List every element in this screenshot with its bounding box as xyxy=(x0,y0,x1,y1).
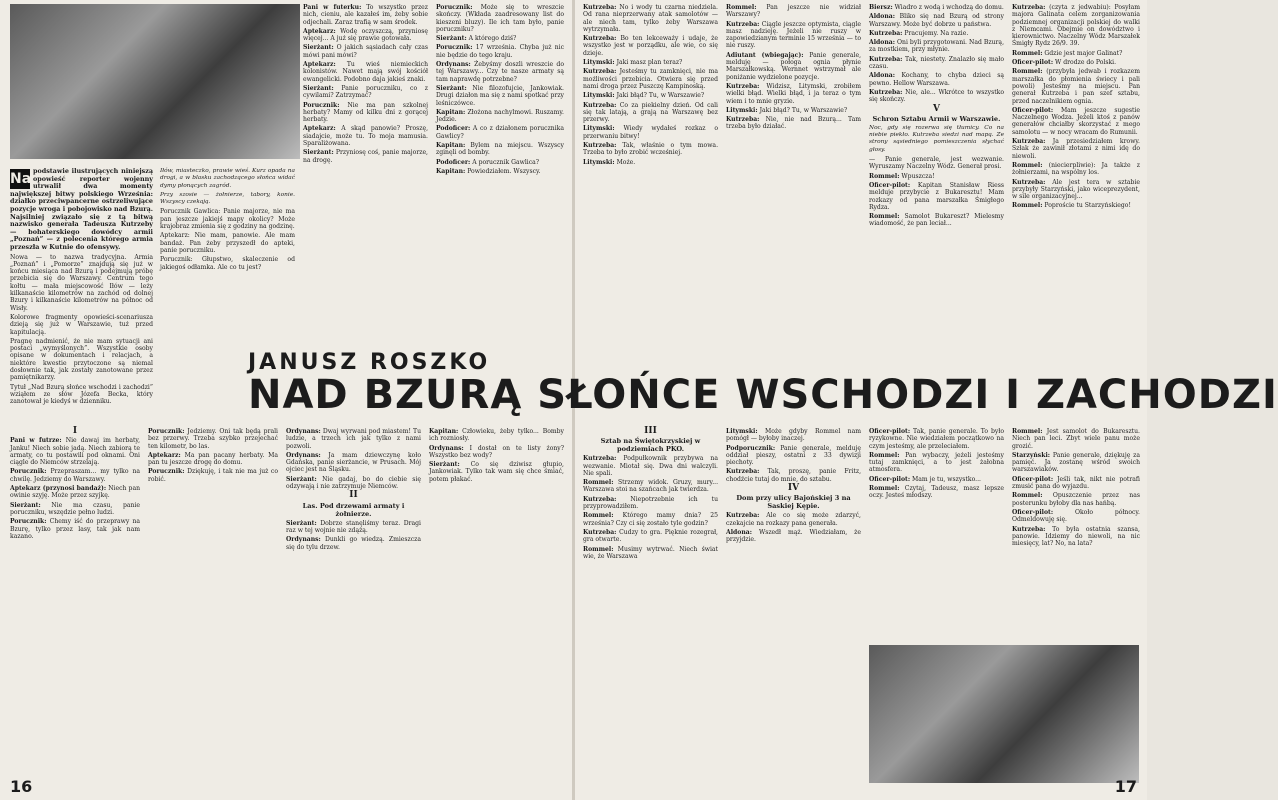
speaker: Rommel: xyxy=(583,512,614,520)
speaker: Rommel: xyxy=(1012,161,1043,169)
drop-cap: Na xyxy=(10,171,32,187)
speaker: Kutrzeba: xyxy=(726,116,760,124)
dialogue: I dostał on te listy żony? Wszystko bez wody? xyxy=(429,444,564,459)
dialogue: Tak, panie generale. To było ryzykowne. Nie wiedziałem początkowo na czym jesteśmy, ale przeleciałem. xyxy=(869,428,1004,450)
dialogue: Którego mamy dnia? 25 września? Czy ci się zostało tyle godzin? xyxy=(583,512,719,527)
speaker: Rommel: xyxy=(1012,492,1043,500)
speaker: Kutrzeba: xyxy=(726,20,760,28)
dialogue: Panie poruczniku, co z cywilami? Zatrzymać? xyxy=(303,84,428,100)
speaker: Aldona: xyxy=(869,13,895,21)
speaker: Litymski: xyxy=(583,59,615,67)
dialogue: Jesteśmy tu zamknięci, nie ma możliwości przebicia. Otwiera się przed nami droga przez Puszczę Kampinoską. xyxy=(583,68,719,90)
dialogue: Mam je tu, wszystko... xyxy=(912,475,981,483)
dialogue: Wodę oczyszczą, przyniosę więcej... A już się prawie gotowała. xyxy=(303,27,428,43)
dialogue: Panie generale, melduję — połoga ognia płynie Marszałkowską. Wernnet wstrzymał ale poniżanie wydzielone pozycje. xyxy=(726,51,862,81)
speaker: Aldona: xyxy=(869,39,895,47)
dialogue: Dziękuję, i tak nie ma już co robić. xyxy=(148,468,279,483)
scene-heading: Schron Sztabu Armii w Warszawie. xyxy=(872,114,1001,123)
bottom-right-column-2 xyxy=(726,428,861,773)
speaker: Kutrzeba: xyxy=(583,4,617,11)
speaker: Aptekarz: xyxy=(303,125,336,133)
speaker: Sierżant: xyxy=(303,84,334,92)
speaker: Aptekarz (przynosi bandaż): xyxy=(10,485,107,493)
speaker: Pani w futrze: xyxy=(10,437,62,445)
speaker: Rommel: xyxy=(869,172,900,180)
speaker: Kutrzeba: xyxy=(583,142,617,150)
dialogue: Nie, ale... Wkrótce to wszystko się skończy. xyxy=(869,88,1005,104)
intro-text: podstawie ilustrujących niniejszą opowieść reporter wojenny utrwalił dwa momenty największej bitwy polskiego Września: działko przeciwpancerne ostrzeliwujące pozycje wroga i pobojowisko nad Bzurą. Najsilniej związało się z tą bitwą nazwisko generała Tadeusza Kutrzeby — bohaterskiego dowódcy armii „Poznań” — z polecenia którego armia przeszła w Kutnie do ofensywy. xyxy=(10,167,153,251)
dialogue: 17 września. Chyba już nic nie będzie do tego kraju. xyxy=(436,44,564,59)
scene-heading: Las. Pod drzewami armaty i żołnierze. xyxy=(302,501,405,518)
speaker: Podoficer: xyxy=(436,125,471,133)
column-right-1 xyxy=(583,4,718,346)
speaker: Kutrzeba: xyxy=(1012,138,1046,146)
bottom-right-column-1 xyxy=(583,428,718,773)
dialogue: Niech pan owinie szyję. Może przez szyjkę. xyxy=(10,485,140,500)
dialogue: Ja mam dziewczynę koło Gdańska, panie sierżancie, w Prusach. Mój ojciec jest na Śląsku. xyxy=(286,451,421,474)
dialogue: Gdzie jest major Galinat? xyxy=(1044,49,1123,57)
bottom-left-column-1 xyxy=(10,428,140,773)
dialogue: Panie generale, melduję oddział pieszy, ostatni z 33 dywizji piechoty. xyxy=(726,444,862,467)
paragraph: Porucznik: Głupstwo, skaleczenie od jakiegoś odłamka. Ale co tu jest? xyxy=(160,256,295,271)
stage-direction: Iłów, miasteczko, prawie wieś. Kurz opada na drogi, a w blasku zachodzącego słońca widać dymy płonących zagród. xyxy=(160,168,295,189)
dialogue: A co z działonem porucznika Gawlicy? xyxy=(436,125,564,140)
speaker: Sierżant: xyxy=(436,84,467,92)
stage-direction: Noc, gdy się rozerwa się tłumicy. Co na niebie piekło. Kutrzeba siedzi nad mapą. Ze strony sąsiedniego pomieszczenia słychać głosy. xyxy=(869,124,1004,153)
dialogue: To wszystko przez nich, cieniu, ale kazałeś im, żeby sobie odjechali. Zaraz trafią w sam środek. xyxy=(303,4,428,26)
paragraph: — Panie generale, jest wezwanie. Wyruszamy Naczelny Wódz. Generał prosi. xyxy=(869,156,1004,171)
dialogue: Wiedy wydałeś rozkaz o przerwaniu bitwy! xyxy=(583,125,719,140)
dialogue: Jaki błąd? Tu, w Warszawie? xyxy=(616,92,705,100)
scene-heading: Sztab na Świętokrzyskiej w podziemiach PKO. xyxy=(600,437,701,454)
page-number-left: 16 xyxy=(10,777,33,796)
intro-column xyxy=(10,167,153,406)
dialogue: Ale co się może zdarzyć, czekajcie na rozkazy pana generała. xyxy=(726,512,861,527)
scene-heading: Dom przy ulicy Bajońskiej 3 na Saskiej Kępie. xyxy=(736,494,851,511)
speaker: Ordynans: xyxy=(429,444,464,452)
dialogue: Oni byli przygotowani. Nad Bzurą, za mostkiem, przy młynie. xyxy=(869,39,1005,54)
speaker: Pani w futerku: xyxy=(303,4,362,11)
dialogue: W drodze do Polski. xyxy=(1055,59,1117,67)
bottom-left-column-3 xyxy=(286,428,421,773)
speaker: Kapitan: xyxy=(436,167,466,175)
dialogue: Może gdyby Rommel nam pomógł — byłoby inaczej. xyxy=(726,428,861,443)
speaker: Litymski: xyxy=(583,158,615,166)
speaker: Aldona: xyxy=(869,72,895,80)
speaker: Oficer-pilot: xyxy=(869,428,911,435)
speaker: Kutrzeba: xyxy=(1012,4,1046,11)
speaker: Porucznik: xyxy=(148,468,185,476)
dialogue: Tu wieś niemieckich kolonistów. Nawet mają swój kościół ewangelicki. Podobno daja jakieś znaki. xyxy=(303,61,429,83)
dialogue: Ja przesiedziałem krowy. Szłak że zawinił złotami z nimi idę do niewoli. xyxy=(1012,138,1140,160)
section-number: V xyxy=(933,103,940,114)
dialogue: O jakich sąsiadach cały czas mówi pani mówi? xyxy=(303,44,428,59)
section-number: II xyxy=(349,490,358,501)
speaker: Kutrzeba: xyxy=(583,101,617,109)
dialogue: Kochany, to chyba dzieci są pewno. Hellow Warszawa. xyxy=(869,72,1004,87)
dialogue: Czytaj, Tadeusz, masz lepsze oczy. Jesteś młodszy. xyxy=(869,485,1004,500)
speaker: Kutrzeba: xyxy=(583,68,617,76)
dialogue: Może. xyxy=(616,158,636,166)
dialogue: Mam jeszcze sugestie Naczelnego Wodza. Jeżeli ktoś z panów generałów chciałby skorzystać z mego samolotu — w nocy wracam do Rumunii. xyxy=(1012,106,1141,136)
dialogue: (czyta z jedwabiu): Posyłam majora Galinata celem zorganizowania podziemnej organizacji polskiej do walki z Niemcami. Obejmie on dowództwo i kierownictwo. Naczelny Wódz Marszałek Śmigły Rydz 26/9. 39. xyxy=(1012,4,1140,48)
column-right-2 xyxy=(726,4,861,346)
speaker: Oficer-pilot: xyxy=(869,475,911,483)
page-number-right: 17 xyxy=(1114,777,1137,796)
speaker: Ordynans: xyxy=(286,536,321,544)
speaker: Porucznik: xyxy=(10,518,47,526)
speaker: Kutrzeba: xyxy=(583,495,617,503)
dialogue: (przybyła jedwab i rozkazem marszałka do płomienia świecy i pali powoli) Jesteśmy na miejscu. Pan generał Kutrzeba i pan szef sztabu, przed naczelnikiem ognia. xyxy=(1012,68,1140,105)
dialogue: Nie, nie nad Bzurą... Tam trzeba było działać. xyxy=(726,116,862,131)
section-number: IV xyxy=(787,483,800,494)
speaker: Litymski: xyxy=(726,106,758,114)
dialogue: Podpułkownik przybywa na wezwanie. Miotał się. Dwa dni walczyli. Nie spali. xyxy=(583,455,718,477)
speaker: Kutrzeba: xyxy=(869,88,903,96)
dialogue: Dunkli go wiedzą. Zmieszcza się do tylu drzew. xyxy=(286,536,421,551)
speaker: Rommel: xyxy=(869,485,900,493)
dialogue: A skąd panowie? Proszę, siadajcie, może tu. To moja mamusia. Sparaliżowana. xyxy=(303,125,429,148)
dialogue: Chemy iść do przeprawy na Bzurę, tylko przez lasy, tak jak nam kazano. xyxy=(10,518,141,540)
dialogue: Nie ma czasu, panie poruczniku, wszędzie pełno ludzi. xyxy=(10,501,141,516)
paragraph: Nowa — to nazwa tradycyjna. Armia „Poznań” i „Pomorze” znajdują się już w końcu miesiąca nad Bzurą i podejmują próbę przebicia się do Warszawy. Centrum tego kołtu — mała miejscowość Iłów — leży kilkanaście kilometrów na zachód od dolnej Bzury i kilkanaście kilometrów na północ od Wisły. xyxy=(10,253,153,312)
speaker: Sierżant: xyxy=(303,44,334,52)
speaker: Sierżant: xyxy=(286,475,317,483)
speaker: Rommel: xyxy=(583,479,614,487)
dialogue: Ciągle jeszcze optymista, ciągle masz nadzieję. Jeżeli nie ruszy w zapowiedzianym terminie 15 września — to nie ruszy. xyxy=(726,20,861,50)
speaker: Kutrzeba: xyxy=(726,82,760,90)
dialogue: Samolot Bukareszt? Mielesmy wiadomość, że pan leciał... xyxy=(869,213,1005,228)
dialogue: Jeśli tak, nikt nie potrafi zmusić pana do wyjazdu. xyxy=(1012,475,1140,491)
speaker: Oficer-pilot: xyxy=(1012,106,1054,114)
author-name: JANUSZ ROSZKO xyxy=(248,350,491,375)
speaker: Biersz: xyxy=(869,4,893,11)
speaker: Kutrzeba: xyxy=(1012,525,1046,533)
speaker: Kapitan: xyxy=(436,142,466,150)
paragraph: Porucznik Gawlica: Panie majorze, nie ma pan jeszcze jakiejś mapy okolicy? Może krajobraz zmienia się z godziny na godzinę. xyxy=(160,208,295,231)
speaker: Ordynans: xyxy=(286,451,321,459)
dialogue: Przyniosę coś, panie majorze, na drogę. xyxy=(303,149,428,164)
speaker: Ordynans: xyxy=(436,61,471,69)
dialogue: Złożona nachylmowi. Ruszamy. Jedzie. xyxy=(436,108,564,124)
dialogue: Dwaj wyrwani pod miastem! Tu ludzie, a trzech ich jak tylko z nami pozwoli. xyxy=(286,428,421,450)
speaker: Podoficer: xyxy=(436,158,471,166)
paragraph: Pragnę nadmienić, że nie mam sytuacji ani postaci „wymyślonych”. Wszystkie osoby opisane w dokumentach i relacjach, a niektóre kwestie przytoczone są niemal dosłownie tak, jak zostały zanotowane przez pamiętnikarzy. xyxy=(10,337,153,382)
speaker: Sierżant: xyxy=(286,519,317,527)
speaker: Litymski: xyxy=(583,92,615,100)
speaker: Kutrzeba: xyxy=(726,512,760,520)
dialogue: (niecierpliwie): Ja także z żołnierzami, na wspólny los. xyxy=(1012,161,1140,177)
speaker: Litymski: xyxy=(726,428,758,435)
dialogue: Niepotrzebnie ich tu przyprowadziłem. xyxy=(583,495,718,511)
dialogue: Powiedziałem. Wszyscy. xyxy=(467,167,541,175)
dialogue: Widzisz, Litymski, zrobiłem wielki błąd. Wielki błąd, i ja teraz o tym wiem i to mnie gryzie. xyxy=(726,82,861,105)
speaker: Porucznik: xyxy=(436,44,473,52)
article-title-band xyxy=(30,350,1278,422)
paragraph: Tytuł „Nad Bzurą słońce wschodzi i zachodzi” wziąłem ze słów Józefa Becka, który zanotował je kiedyś w dzienniku. xyxy=(10,383,153,406)
dialogue: Dobrze stanęliśmy teraz. Dragi raz w tej wojnie nie zdążą. xyxy=(286,519,422,534)
dialogue: Musimy wytrwać. Niech świat wie, że Warszawa xyxy=(583,545,718,560)
speaker: Porucznik: xyxy=(303,101,340,109)
speaker: Kutrzeba: xyxy=(869,29,903,37)
dialogue: Nie dawaj im herbaty, Janku! Niech sobie jadą. Niech zabiorą te armaty, co tu postawili pod oknami. Oni ciągle do Niemców strzelają. xyxy=(10,437,141,467)
speaker: Sierżant: xyxy=(303,149,334,157)
dialogue: Cudzy to gra. Pięknie rozegrał, gra otwarte. xyxy=(583,528,718,544)
dialogue: A którego dziś? xyxy=(468,35,517,43)
dialogue: Tak, właśnie o tym mowa. Trzeba to było zrobić wcześniej. xyxy=(583,142,719,157)
speaker: Rommel: xyxy=(726,4,757,11)
dialogue: Nie filozofujcie, Jankowiak. Drugi działon ma się z nami spotkać przy leśniczówce. xyxy=(436,84,564,107)
stage-direction: Przy szosie — żołnierze, tabory, konie. Wszyscy czekają. xyxy=(160,191,295,206)
speaker: Aptekarz: xyxy=(303,27,336,35)
column-left-3 xyxy=(303,4,428,346)
dialogue: Pan jeszcze nie widział Warszawy? xyxy=(726,4,862,19)
dialogue: Poproście tu Starzyńskiego! xyxy=(1044,202,1131,210)
dialogue: Nie ma pan szkolnej herbaty? Mamy od kilku dni z gorącej herbaty. xyxy=(303,101,429,124)
speaker: Rommel: xyxy=(1012,68,1043,76)
column-left-4 xyxy=(436,4,564,346)
dialogue: To była ostatnia szansa, panowie. Idziemy do niewoli, na nic miesięcy, lat? No, na lata? xyxy=(1012,525,1140,548)
speaker: Rommel: xyxy=(869,213,900,221)
dialogue: Tak, niestety. Znalazło się mało czasu. xyxy=(869,55,1005,71)
speaker: Rommel: xyxy=(583,545,614,553)
column-right-4 xyxy=(1012,4,1140,346)
paragraph: Kolorowe fragmenty opowieści-scenariusza dzieją się już w Warszawie, tuż przed kapitulacją. xyxy=(10,313,153,336)
speaker: Rommel: xyxy=(1012,428,1043,435)
dialogue: Jedziemy. Oni tak będą prali bez przerwy. Trzeba szybko przejechać ten kilometr, bo las. xyxy=(148,428,279,450)
speaker: Rommel: xyxy=(1012,49,1043,57)
speaker: Oficer-pilot: xyxy=(869,181,911,189)
dialogue: Pracujemy. Na razie. xyxy=(904,29,969,37)
speaker: Kutrzeba: xyxy=(583,528,617,536)
dialogue: Bliko się nad Bzurą od strony Warszawy. Może być dobrze u państwa. xyxy=(869,13,1005,28)
speaker: Aptekarz: xyxy=(148,451,181,459)
dialogue: Bo ten lekceważy i udaje, że wszystko jest w porządku, ale wie, co się dzieje. xyxy=(583,35,719,57)
speaker: Porucznik: xyxy=(148,428,185,435)
speaker: Porucznik: xyxy=(436,4,473,11)
speaker: Oficer-pilot: xyxy=(1012,508,1054,516)
dialogue: Panie generale, dziękuję za pamięć. Ja zostanę wśród swoich warszawiaków. xyxy=(1012,451,1141,474)
speaker: Aptekarz: xyxy=(303,61,336,69)
dialogue: Wiadro z wodą i wchodzą do domu. xyxy=(894,4,1004,11)
speaker: Adiutant (wbiegając): xyxy=(726,51,804,59)
speaker: Sierżant: xyxy=(436,35,467,43)
speaker: Kutrzeba: xyxy=(726,468,760,476)
paragraph: Aptekarz: Nie mam, panowie. Ale mam bandaż. Pan żeby przyszedł do apteki, panie poruczniku. xyxy=(160,232,295,254)
dialogue: Strzemy widok. Gruzy, mury... Warszawa stoi na szańcach jak twierdza. xyxy=(583,479,719,494)
bottom-right-column-4 xyxy=(1012,428,1140,638)
dialogue: Tak, proszę, panie Fritz, chodźcie tutaj do mnie, do sztabu. xyxy=(726,468,862,483)
dialogue: Pan wybaczy, jeżeli jesteśmy tutaj zamknięci, a to jest żałobna atmosfera. xyxy=(869,451,1005,474)
speaker: Oficer-pilot: xyxy=(1012,59,1054,67)
photo-anti-tank-gun xyxy=(10,4,300,159)
speaker: Rommel: xyxy=(869,451,900,459)
speaker: Kapitan: xyxy=(429,428,459,435)
column-left-2 xyxy=(160,168,295,346)
photo-battlefield xyxy=(869,645,1139,783)
dialogue: Człowieku, żeby tylko... Bomby ich rozniosły. xyxy=(429,428,564,443)
bottom-right-column-3 xyxy=(869,428,1004,638)
dialogue: Żebyśmy doszli wreszcie do tej Warszawy... Czy te nasze armaty są tam naprawdę potrzebne? xyxy=(436,61,564,83)
dialogue: Może się to wreszcie skończy. (Wkłada zaadresowany list do kieszeni bluzy). Ile ich tam było, panie poruczniku? xyxy=(436,4,564,33)
dialogue: Około północy. Odmeldowuję się. xyxy=(1012,508,1140,524)
dialogue: Jaki masz plan teraz? xyxy=(616,59,683,67)
dialogue: Jaki błąd? Tu, w Warszawie? xyxy=(759,106,848,114)
dialogue: Przepraszam... my tylko na chwilę. Jedziemy do Warszawy. xyxy=(10,468,140,483)
dialogue: Kapitan Stanisław Riess melduje przybycie z Bukaresztu! Mam rozkazy od pana marszałka Śmigłego Rydza. xyxy=(869,181,1004,211)
speaker: Aldona: xyxy=(726,528,752,536)
speaker: Litymski: xyxy=(583,125,615,133)
bottom-left-column-4 xyxy=(429,428,564,773)
speaker: Kutrzeba: xyxy=(583,455,617,463)
speaker: Kutrzeba: xyxy=(583,35,617,43)
dialogue: No i wody tu czarna niedziela. Od rana nieprzerwany atak samolotów — ale niech tam, tylko żeby Warszawa wytrzymała. xyxy=(583,4,718,33)
speaker: Podporucznik: xyxy=(726,444,776,452)
article-title: NAD BZURĄ SŁOŃCE WSCHODZI I ZACHODZI xyxy=(248,372,1278,418)
dialogue: Ma pan pacany herbaty. Ma pan tu jeszcze drogę do domu. xyxy=(148,451,278,467)
speaker: Rommel: xyxy=(1012,202,1043,210)
speaker: Ordynans: xyxy=(286,428,321,435)
dialogue: Jest samolot do Bukaresztu. Niech pan leci. Zbyt wiele panu może grozić. xyxy=(1012,428,1140,450)
dialogue: Wszedł mąż. Wiedziałam, że przyjdzie. xyxy=(726,528,861,544)
speaker: Starzyński: xyxy=(1012,451,1051,459)
dialogue: Nie gadaj, bo do ciebie się odzywają i nie zatrzymuje Niemców. xyxy=(286,475,421,491)
section-number: III xyxy=(644,426,657,436)
dialogue: A porucznik Gawlica? xyxy=(472,158,540,166)
dialogue: Opuszczenie przez nas posterunku byłoby dla nas hańbą. xyxy=(1012,492,1140,507)
speaker: Sierżant: xyxy=(10,501,41,509)
column-right-3 xyxy=(869,4,1004,346)
speaker: Kapitan: xyxy=(436,108,466,116)
speaker: Sierżant: xyxy=(429,461,460,469)
bottom-left-column-2 xyxy=(148,428,278,773)
speaker: Kutrzeba: xyxy=(869,55,903,63)
dialogue: Co się dziwisz głupio, Jankowiak. Tylko tak wam się chce śmiać, potem płakać. xyxy=(429,461,564,483)
dialogue: Co za piekielny dzień. Od cali się tak latają, a grają na Warszawę bez przerwy. xyxy=(583,101,719,124)
dialogue: Ale jest tera w sztabie przybyły Starzyński, jako wiceprezydent, w sile organizacyjnej... xyxy=(1012,178,1141,201)
dialogue: Wpuszcza! xyxy=(901,172,935,180)
section-number: I xyxy=(72,426,78,436)
dialogue: Bylem na miejscu. Wszyscy zginęli od bomby. xyxy=(436,142,565,157)
speaker: Porucznik: xyxy=(10,468,47,476)
speaker: Kutrzeba: xyxy=(1012,178,1046,186)
speaker: Oficer-pilot: xyxy=(1012,475,1054,483)
